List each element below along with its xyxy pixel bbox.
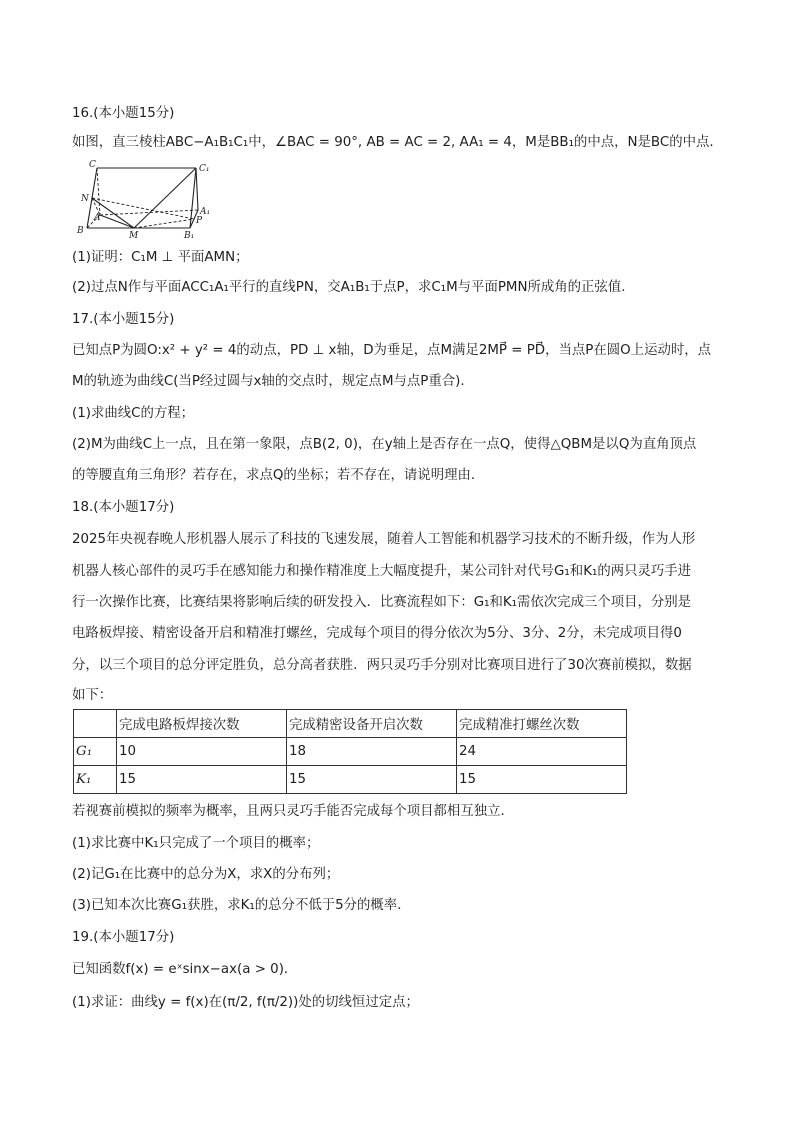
table-cell: 10 — [117, 738, 287, 766]
q17-header: 17.(本小题15分) — [72, 312, 175, 327]
q18-para-line5: 分，以三个项目的总分评定胜负，总分高者获胜．两只灵巧手分别对比赛项目进行了30次赛前模拟，数据 — [72, 658, 692, 673]
label-b1: B₁ — [184, 231, 195, 241]
q16-part1: (1)证明：C₁M ⊥ 平面AMN； — [72, 250, 249, 265]
q18-para-line1: 2025年央视春晚人形机器人展示了科技的飞速发展，随着人工智能和机器学习技术的不断升级，作为人形 — [72, 532, 696, 547]
table-row — [74, 738, 627, 766]
table-corner-cell — [74, 710, 117, 738]
q18-para-line4: 电路板焊接、精密设备开启和精准打螺丝，完成每个项目的得分依次为5分、3分、2分，未完成项目得0 — [72, 626, 682, 641]
q18-part2: (2)记G₁在比赛中的总分为X，求X的分布列； — [72, 867, 340, 882]
label-n: N — [81, 194, 89, 204]
q17-part2-line1: (2)M为曲线C上一点，且在第一象限，点B(2, 0)，在y轴上是否存在一点Q，使得△QBM是以Q为直角顶点 — [72, 437, 697, 452]
table-row-label: K₁ — [74, 766, 117, 794]
edge-c1a1 — [196, 168, 198, 210]
q16-stem: 如图，直三棱柱ABC−A₁B₁C₁中，∠BAC = 90°, AB = AC = 2, AA₁ = 4，M是BB₁的中点，N是BC的中点． — [72, 135, 723, 150]
seg-c1m — [134, 168, 196, 228]
table-header-cell: 完成电路板焊接次数 — [117, 710, 287, 738]
table-cell: 15 — [287, 766, 457, 794]
q16-header: 16.(本小题15分) — [72, 106, 175, 121]
q18-header: 18.(本小题17分) — [72, 500, 175, 515]
q18-after-table: 若视赛前模拟的频率为概率，且两只灵巧手能否完成每个项目都相互独立． — [72, 804, 514, 819]
q19-part1: (1)求证：曲线y = f(x)在(π/2, f(π/2))处的切线恒过定点； — [72, 995, 419, 1010]
q16-part2: (2)过点N作与平面ACC₁A₁平行的直线PN，交A₁B₁于点P，求C₁M与平面PMN所成角的正弦值． — [72, 280, 635, 295]
q18-para-line2: 机器人核心部件的灵巧手在感知能力和操作精准度上大幅度提升，某公司针对代号G₁和K₁的两只灵巧手进 — [72, 564, 692, 579]
hidden-mp — [134, 219, 194, 228]
q19-stem: 已知函数f(x) = eˣsinx−ax(a > 0)． — [72, 962, 298, 977]
label-b: B — [77, 226, 84, 236]
table-cell: 18 — [287, 738, 457, 766]
table-cell: 24 — [457, 738, 627, 766]
label-a: A — [94, 213, 101, 223]
table-cell: 15 — [117, 766, 287, 794]
seg-am — [100, 215, 134, 228]
label-p: P — [196, 216, 203, 226]
q18-part1: (1)求比赛中K₁只完成了一个项目的概率； — [72, 836, 320, 851]
q18-para-line6: 如下： — [72, 688, 113, 703]
table-cell: 15 — [457, 766, 627, 794]
q17-part2-line2: 的等腰直角三角形？若存在，求点Q的坐标；若不存在，请说明理由． — [72, 468, 485, 483]
q17-part1: (1)求曲线C的方程； — [72, 406, 195, 421]
q17-stem-line2: M的轨迹为曲线C(当P经过圆与x轴的交点时，规定点M与点P重合)． — [72, 374, 474, 389]
table-header-cell: 完成精密设备开启次数 — [287, 710, 457, 738]
label-c1: C₁ — [199, 164, 210, 174]
table-row — [74, 766, 627, 794]
prism-figure — [72, 158, 222, 242]
simulation-table — [73, 709, 627, 794]
q18-part3: (3)已知本次比赛G₁获胜，求K₁的总分不低于5分的概率． — [72, 898, 411, 913]
table-row-label: G₁ — [74, 738, 117, 766]
q19-header: 19.(本小题17分) — [72, 930, 175, 945]
table-header-row — [74, 710, 627, 738]
q18-para-line3: 行一次操作比赛，比赛结果将影响后续的研发投入．比赛流程如下：G₁和K₁需依次完成三个项目，分别是 — [72, 595, 692, 610]
label-m: M — [129, 231, 139, 241]
table-header-cell: 完成精准打螺丝次数 — [457, 710, 627, 738]
label-c: C — [89, 160, 96, 170]
hidden-ca — [97, 168, 100, 215]
label-a1: A₁ — [200, 207, 211, 217]
q17-stem-line1: 已知点P为圆O:x² + y² = 4的动点，PD ⊥ x轴，D为垂足，点M满足2MP⃗ = PD⃗，当点P在圆O上运动时，点 — [72, 343, 712, 358]
